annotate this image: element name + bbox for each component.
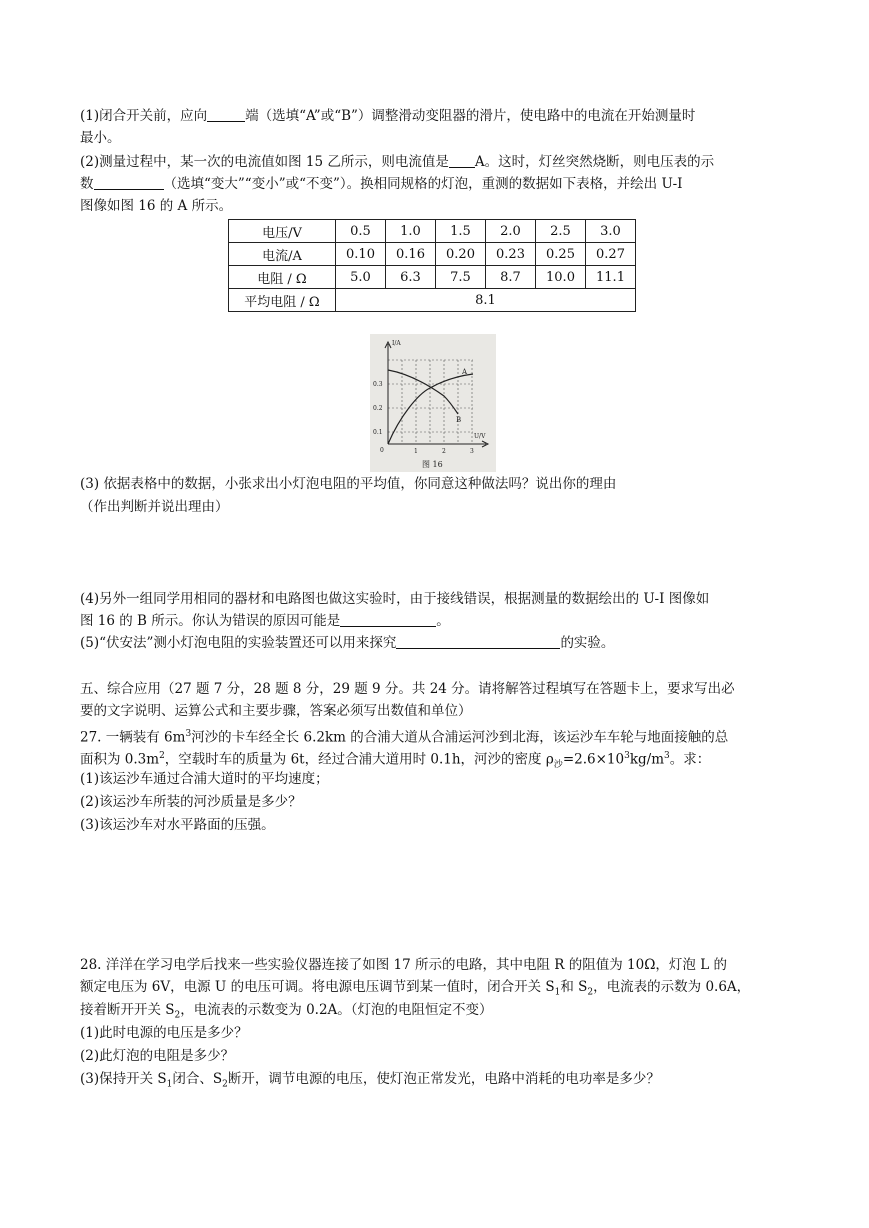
answer-blank[interactable] bbox=[94, 175, 164, 190]
q26-part3-line2: （作出判断并说出理由） bbox=[80, 499, 229, 515]
x-tick-label: 2 bbox=[442, 448, 446, 455]
text: （选填“变大”“变小”或“不变”）。换相同规格的灯泡，重测的数据如下表格，并绘出 U-I bbox=[163, 176, 683, 192]
text: ，电流表的示数为 0.6A， bbox=[593, 979, 751, 995]
q26-part4-line1: (4)另外一组同学用相同的器材和电路图也做这实验时，由于接线错误，根据测量的数据绘出的 U-I 图像如 bbox=[80, 591, 710, 607]
text: 的实验。 bbox=[560, 635, 615, 651]
q28-sub1: (1)此时电源的电压是多少？ bbox=[80, 1025, 248, 1041]
q28-line2 bbox=[80, 977, 792, 1003]
superscript: 3 bbox=[185, 729, 192, 739]
table-cell: 0.5 bbox=[336, 220, 386, 243]
figure-background bbox=[370, 334, 496, 472]
table-cell: 11.1 bbox=[586, 266, 636, 289]
y-tick-label: 0.1 bbox=[373, 429, 383, 436]
text: (3)保持开关 S bbox=[80, 1071, 167, 1087]
q28-line3 bbox=[80, 1000, 792, 1026]
table-cell: 0.23 bbox=[486, 243, 536, 266]
table-cell: 6.3 bbox=[386, 266, 436, 289]
table-cell: 7.5 bbox=[436, 266, 486, 289]
figure-caption: 图 16 bbox=[422, 460, 443, 469]
text: 端（选填“A”或“B”）调整滑动变阻器的滑片，使电路中的电流在开始测量时 bbox=[245, 108, 696, 124]
text: 河沙的卡车经全长 6.2km 的合浦大道从合浦运河沙到北海，该运沙车车轮与地面接触的总 bbox=[191, 729, 729, 746]
text: 面积为 0.3m bbox=[80, 751, 160, 768]
q26-part4-line2 bbox=[80, 611, 792, 631]
table-row bbox=[229, 220, 636, 243]
subscript: 1 bbox=[166, 1079, 173, 1090]
q27-line1 bbox=[80, 724, 792, 748]
subscript: 2 bbox=[587, 987, 594, 998]
text: 数 bbox=[80, 176, 94, 192]
superscript: 3 bbox=[664, 751, 670, 761]
text: =2.6×10 bbox=[562, 751, 625, 768]
text: 断开，调节电源的电压，使灯泡正常发光，电路中消耗的电功率是多少？ bbox=[227, 1071, 660, 1087]
table-cell: 0.10 bbox=[336, 243, 386, 266]
table-row bbox=[229, 243, 636, 266]
q28-line1: 28. 洋洋在学习电学后找来一些实验仪器连接了如图 17 所示的电路，其中电阻 R 的阻值为 10Ω，灯泡 L 的 bbox=[80, 957, 727, 973]
table-row bbox=[229, 289, 636, 312]
text: 。求： bbox=[669, 751, 711, 768]
table-cell: 1.5 bbox=[436, 220, 486, 243]
origin-label: 0 bbox=[380, 447, 384, 454]
ui-graph-svg bbox=[370, 334, 496, 472]
text: (2)测量过程中，某一次的电流值如图 15 乙所示，则电流值是 bbox=[80, 154, 449, 170]
answer-blank[interactable] bbox=[449, 153, 475, 168]
row-label: 电流/A bbox=[229, 243, 336, 266]
text: 。 bbox=[436, 613, 450, 629]
q28-sub2: (2)此灯泡的电阻是多少？ bbox=[80, 1048, 235, 1064]
table-cell: 0.25 bbox=[536, 243, 586, 266]
subscript: 沙 bbox=[553, 760, 563, 771]
subscript: 2 bbox=[174, 1010, 181, 1021]
curve-a-label: A bbox=[462, 368, 468, 376]
subscript: 1 bbox=[554, 987, 561, 998]
q26-part2-line2 bbox=[80, 174, 792, 194]
q26-part2-line3: 图像如图 16 的 A 所示。 bbox=[80, 198, 233, 214]
answer-blank[interactable] bbox=[340, 612, 436, 627]
table-cell: 10.0 bbox=[536, 266, 586, 289]
subscript: 2 bbox=[222, 1079, 228, 1090]
text: kg/m bbox=[629, 751, 664, 768]
table-cell: 8.7 bbox=[486, 266, 536, 289]
table-cell: 2.0 bbox=[486, 220, 536, 243]
text: 和 S bbox=[560, 979, 588, 995]
q27-sub2: (2)该运沙车所装的河沙质量是多少？ bbox=[80, 794, 302, 810]
curve-b-label: B bbox=[456, 416, 462, 424]
q27-sub1: (1)该运沙车通过合浦大道时的平均速度； bbox=[80, 771, 329, 787]
text: ，电流表的示数变为 0.2A。（灯泡的电阻恒定不变） bbox=[180, 1002, 493, 1018]
q28-sub3 bbox=[80, 1069, 792, 1095]
q26-part5-line bbox=[80, 633, 792, 653]
y-tick-label: 0.2 bbox=[373, 405, 383, 412]
table-body bbox=[229, 220, 636, 312]
text: A。这时，灯丝突然烧断，则电压表的示 bbox=[474, 154, 715, 170]
table-cell: 3.0 bbox=[586, 220, 636, 243]
table-row bbox=[229, 266, 636, 289]
table-cell: 5.0 bbox=[336, 266, 386, 289]
table-cell: 2.5 bbox=[536, 220, 586, 243]
x-tick-label: 1 bbox=[414, 448, 418, 455]
answer-blank[interactable] bbox=[207, 107, 245, 122]
table-cell: 0.20 bbox=[436, 243, 486, 266]
text: 图 16 的 B 所示。你认为错误的原因可能是 bbox=[80, 613, 341, 629]
text: (1)闭合开关前，应向 bbox=[80, 108, 208, 124]
table-cell: 1.0 bbox=[386, 220, 436, 243]
q26-part1-line1 bbox=[80, 106, 792, 126]
table-cell: 0.27 bbox=[586, 243, 636, 266]
row-label: 电阻 / Ω bbox=[229, 266, 336, 289]
x-axis-label: U/V bbox=[474, 433, 486, 440]
q26-part3-line1: (3) 依据表格中的数据，小张求出小灯泡电阻的平均值，你同意这种做法吗？说出你的理由 bbox=[80, 476, 617, 492]
q26-part1-line2: 最小。 bbox=[80, 130, 121, 146]
answer-blank[interactable] bbox=[396, 634, 560, 649]
text: ，空载时车的质量为 6t，经过合浦大道用时 0.1h，河沙的密度 ρ bbox=[164, 751, 554, 768]
y-tick-label: 0.3 bbox=[373, 381, 383, 388]
q26-part2-line1 bbox=[80, 152, 792, 172]
q27-sub3: (3)该运沙车对水平路面的压强。 bbox=[80, 817, 275, 833]
section5-heading-line2: 要的文字说明、运算公式和主要步骤，答案必须写出数值和单位） bbox=[80, 703, 472, 719]
figure-16-graph bbox=[370, 334, 496, 472]
text: 27. 一辆装有 6m bbox=[80, 729, 186, 746]
row-label: 平均电阻 / Ω bbox=[229, 289, 336, 312]
superscript: 3 bbox=[624, 751, 630, 761]
superscript: 2 bbox=[159, 751, 165, 761]
text: 闭合、S bbox=[172, 1071, 223, 1087]
text: (5)“伏安法”测小灯泡电阻的实验装置还可以用来探究 bbox=[80, 635, 397, 651]
text: 额定电压为 6V，电源 U 的电压可调。将电源电压调节到某一值时，闭合开关 S bbox=[80, 979, 555, 995]
row-label: 电压/V bbox=[229, 220, 336, 243]
section5-heading-line1: 五、综合应用（27 题 7 分，28 题 8 分，29 题 9 分。共 24 分。请将解答过程填写在答题卡上，要求写出必 bbox=[80, 681, 735, 697]
measurement-table bbox=[228, 219, 636, 312]
y-axis-label: I/A bbox=[392, 340, 401, 347]
x-tick-label: 3 bbox=[470, 448, 474, 455]
average-value-cell: 8.1 bbox=[336, 289, 636, 312]
text: 接着断开开关 S bbox=[80, 1002, 175, 1018]
table-cell: 0.16 bbox=[386, 243, 436, 266]
